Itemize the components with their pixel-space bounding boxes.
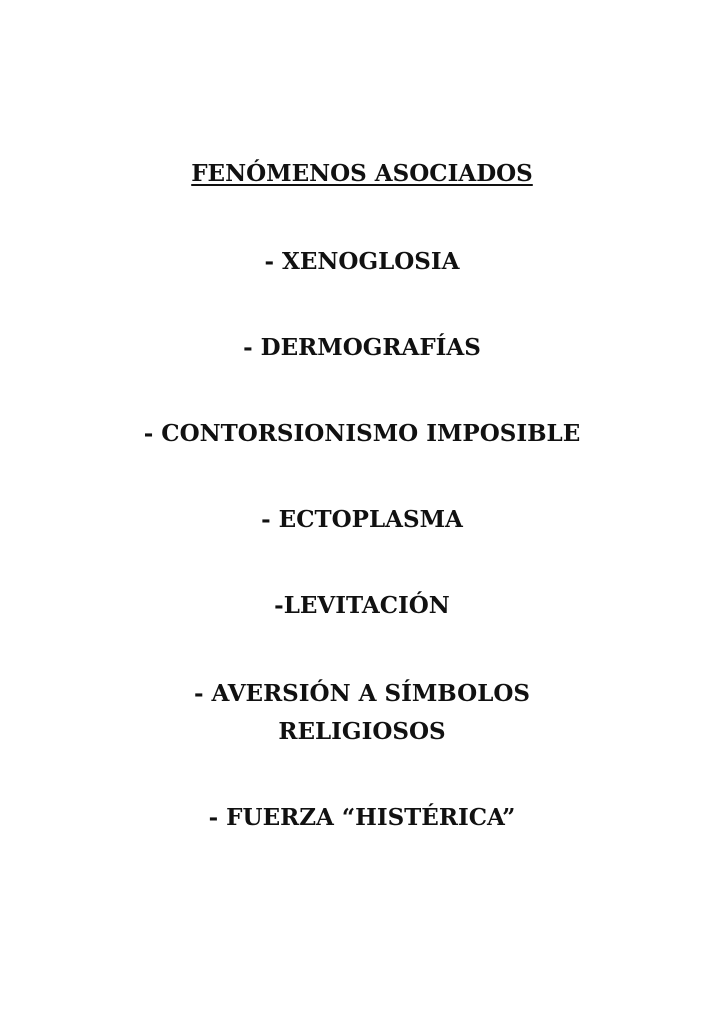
list-item-aversion-line-1: - AVERSIÓN A SÍMBOLOS [193,680,531,707]
page-title: FENÓMENOS ASOCIADOS [191,160,533,187]
list-item-ectoplasma: - ECTOPLASMA [261,506,463,533]
list-item-fuerza: - FUERZA “HISTÉRICA” [208,804,516,831]
list-item-aversion [0,675,724,751]
list-item-contorsionismo: - CONTORSIONISMO IMPOSIBLE [143,420,581,447]
list-item-xenoglosia: - XENOGLOSIA [264,248,460,275]
list-item-aversion-line-2: RELIGIOSOS [278,718,446,745]
list-item-dermografias: - DERMOGRAFÍAS [243,334,481,361]
list-item-levitacion: -LEVITACIÓN [274,592,450,619]
